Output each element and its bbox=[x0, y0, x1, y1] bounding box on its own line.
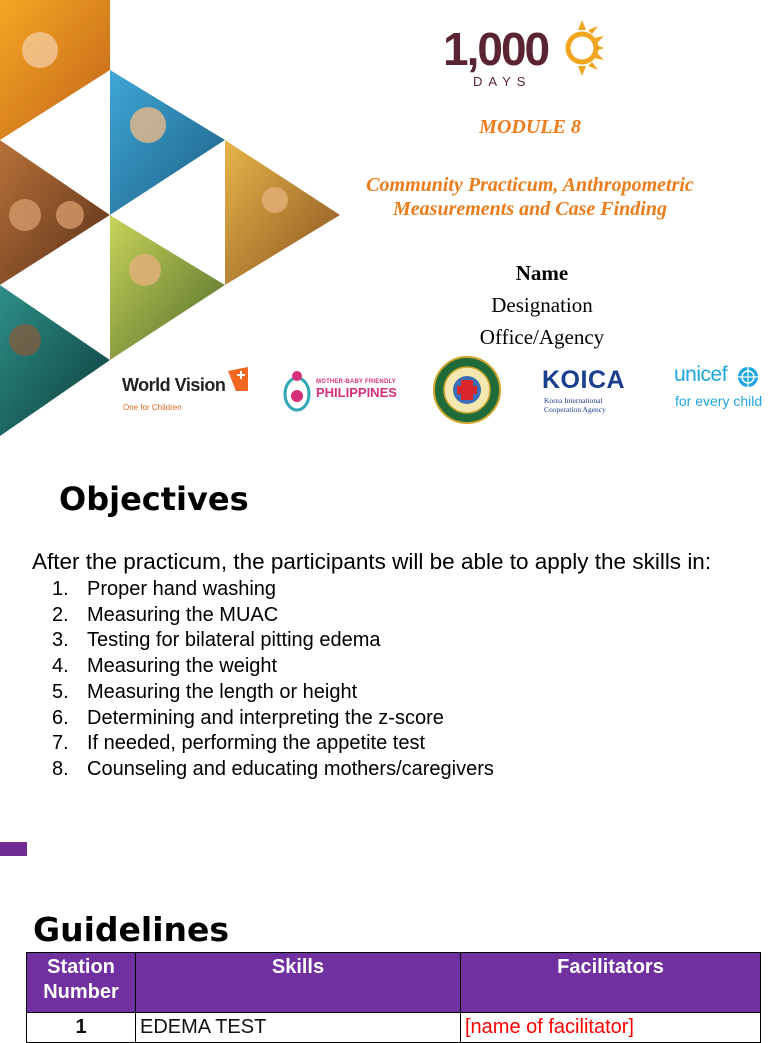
unicef-logo bbox=[673, 363, 765, 415]
mbfp-main-text: PHILIPPINES bbox=[316, 385, 397, 400]
photo-tile bbox=[225, 140, 340, 285]
mbfp-top-text: MOTHER-BABY FRIENDLY bbox=[316, 379, 397, 385]
course-title-line: Community Practicum, Anthropometric bbox=[366, 174, 694, 196]
guidelines-table bbox=[26, 952, 761, 1043]
sun-icon bbox=[558, 18, 606, 78]
list-item: 6. Determining and interpreting the z-score bbox=[52, 706, 444, 729]
objectives-slide bbox=[0, 436, 768, 866]
column-header-station: Station Number bbox=[27, 953, 136, 1013]
guidelines-slide bbox=[0, 866, 768, 1038]
title-slide bbox=[0, 0, 768, 436]
slide-accent-bar bbox=[0, 842, 27, 856]
station-number-cell: 1 bbox=[27, 1013, 136, 1043]
unicef-tagline: for every child bbox=[675, 393, 763, 409]
skill-cell: EDEMA TEST bbox=[136, 1013, 461, 1043]
koica-name: KOICA bbox=[542, 366, 626, 394]
world-vision-cross-icon bbox=[228, 367, 248, 391]
mother-baby-icon bbox=[282, 368, 312, 412]
table-row bbox=[27, 1013, 761, 1043]
list-item: 4. Measuring the weight bbox=[52, 655, 278, 678]
list-item: 8. Counseling and educating mothers/caregivers bbox=[52, 757, 494, 780]
doh-seal-icon bbox=[433, 356, 501, 424]
koica-subtitle: Korea International bbox=[544, 396, 603, 405]
world-vision-logo bbox=[122, 367, 248, 413]
presenter-name: Name bbox=[515, 261, 569, 285]
unicef-globe-icon bbox=[737, 366, 759, 388]
koica-logo bbox=[540, 366, 635, 416]
unicef-name: unicef bbox=[674, 363, 728, 386]
guidelines-title: Guidelines bbox=[33, 910, 230, 949]
column-header-skills: Skills bbox=[136, 953, 461, 1013]
list-item: 5. Measuring the length or height bbox=[52, 680, 358, 703]
objectives-intro: After the practicum, the participants will be able to apply the skills in: bbox=[32, 549, 712, 574]
list-item: 3. Testing for bilateral pitting edema bbox=[52, 629, 381, 652]
table-header-row bbox=[27, 953, 761, 1013]
logo-number: 1,000 bbox=[443, 23, 549, 75]
presenter-designation: Designation bbox=[491, 293, 593, 317]
world-vision-name: World Vision bbox=[122, 375, 226, 395]
objectives-title: Objectives bbox=[59, 480, 249, 518]
koica-subtitle: Cooperation Agency bbox=[544, 405, 606, 414]
presenter-office: Office/Agency bbox=[479, 325, 605, 349]
list-item: 1. Proper hand washing bbox=[52, 578, 277, 600]
mbfp-logo bbox=[282, 368, 407, 414]
world-vision-tagline: One for Children bbox=[123, 403, 182, 412]
thousand-days-logo bbox=[443, 18, 608, 93]
column-header-facilitators: Facilitators bbox=[461, 953, 761, 1013]
list-item: 7. If needed, performing the appetite test bbox=[52, 732, 425, 755]
logo-subtitle: DAYS bbox=[473, 74, 532, 89]
module-title: MODULE 8 bbox=[479, 116, 581, 138]
course-title bbox=[330, 173, 730, 221]
objectives-list bbox=[52, 577, 494, 783]
facilitator-cell: [name of facilitator] bbox=[461, 1013, 761, 1043]
course-title-line: Measurements and Case Finding bbox=[393, 198, 667, 220]
list-item: 2. Measuring the MUAC bbox=[52, 603, 279, 626]
